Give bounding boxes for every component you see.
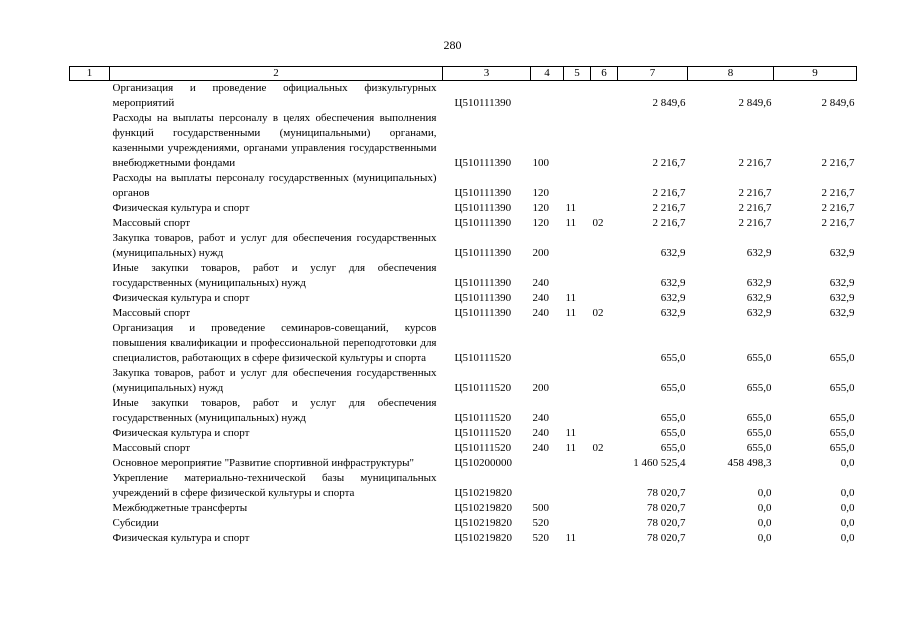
- row-col6: [591, 366, 618, 396]
- row-col6: [591, 171, 618, 201]
- row-col4: 500: [532, 502, 549, 514]
- blank-cell: [70, 441, 110, 456]
- row-value-8: 2 216,7: [738, 202, 772, 214]
- header-cell: 9: [774, 67, 857, 81]
- row-name: Субсидии: [112, 517, 159, 529]
- row-col5: 11: [565, 307, 577, 319]
- row-value-7: 632,9: [660, 247, 686, 259]
- row-col4: [531, 81, 564, 112]
- row-code: Ц510111520: [454, 412, 512, 424]
- row-value-7: 632,9: [660, 292, 686, 304]
- header-cell: 8: [688, 67, 774, 81]
- row-code: Ц510219820: [454, 517, 512, 529]
- row-code: Ц510111390: [454, 217, 512, 229]
- row-name: Основное мероприятие "Развитие спортивной инфраструктуры": [112, 457, 415, 469]
- blank-cell: [70, 231, 110, 261]
- row-value-7: 655,0: [660, 352, 686, 364]
- table-row: [70, 366, 857, 396]
- row-value-8: 2 216,7: [738, 217, 772, 229]
- row-value-7: 632,9: [660, 307, 686, 319]
- row-col4: 520: [532, 532, 549, 544]
- row-value-9: 2 216,7: [821, 157, 855, 169]
- blank-cell: [70, 501, 110, 516]
- header-cell: 1: [70, 67, 110, 81]
- row-col4: [531, 321, 564, 366]
- row-col5: [564, 501, 591, 516]
- row-col5: [564, 456, 591, 471]
- blank-cell: [70, 201, 110, 216]
- row-value-7: 655,0: [660, 427, 686, 439]
- blank-cell: [70, 366, 110, 396]
- row-name: Иные закупки товаров, работ и услуг для обеспечения государственных (муниципальных) нужд: [112, 262, 437, 289]
- row-col6: [591, 261, 618, 291]
- row-col5: 11: [565, 202, 577, 214]
- row-value-7: 632,9: [660, 277, 686, 289]
- row-value-7: 2 849,6: [652, 97, 686, 109]
- row-value-8: 655,0: [746, 382, 772, 394]
- row-name: Организация и проведение семинаров-совещаний, курсов повышения квалификации и профессиональной переподготовки для специалистов, работающих в сфере физической культуры и спорта: [112, 322, 437, 364]
- row-value-8: 0,0: [757, 502, 772, 514]
- row-name: Межбюджетные трансферты: [112, 502, 248, 514]
- row-name: Иные закупки товаров, работ и услуг для обеспечения государственных (муниципальных) нужд: [112, 397, 437, 424]
- row-col4: 240: [532, 427, 549, 439]
- row-col4: 240: [532, 412, 549, 424]
- row-col5: 11: [565, 532, 577, 544]
- row-col6: [591, 501, 618, 516]
- row-col5: [564, 471, 591, 501]
- row-value-7: 78 020,7: [647, 487, 686, 499]
- header-cell: 4: [531, 67, 564, 81]
- row-col4: 200: [532, 382, 549, 394]
- blank-cell: [70, 456, 110, 471]
- blank-cell: [70, 306, 110, 321]
- row-value-8: 632,9: [746, 292, 772, 304]
- row-value-8: 655,0: [746, 427, 772, 439]
- row-code: Ц510111390: [454, 202, 512, 214]
- row-name: Физическая культура и спорт: [112, 292, 250, 304]
- row-col4: 120: [532, 187, 549, 199]
- row-value-7: 655,0: [660, 442, 686, 454]
- row-col6: [591, 396, 618, 426]
- row-col5: [564, 171, 591, 201]
- row-value-8: 458 498,3: [727, 457, 772, 469]
- table-row: [70, 531, 857, 546]
- row-col4: 200: [532, 247, 549, 259]
- row-value-8: 632,9: [746, 307, 772, 319]
- row-col5: [564, 516, 591, 531]
- row-col5: [564, 81, 591, 112]
- row-value-8: 2 216,7: [738, 157, 772, 169]
- row-col4: 520: [532, 517, 549, 529]
- row-col4: 240: [532, 442, 549, 454]
- row-col6: [591, 456, 618, 471]
- row-code: Ц510111520: [454, 442, 512, 454]
- blank-cell: [70, 291, 110, 306]
- row-value-8: 655,0: [746, 352, 772, 364]
- row-value-9: 2 216,7: [821, 187, 855, 199]
- row-code: Ц510111520: [454, 382, 512, 394]
- row-value-9: 0,0: [840, 532, 855, 544]
- row-value-9: 655,0: [829, 352, 855, 364]
- row-col6: [591, 516, 618, 531]
- row-value-7: 655,0: [660, 382, 686, 394]
- row-value-8: 0,0: [757, 487, 772, 499]
- table-header-row: [70, 67, 857, 81]
- row-value-9: 0,0: [840, 502, 855, 514]
- row-name: Физическая культура и спорт: [112, 427, 250, 439]
- row-col4: 240: [532, 307, 549, 319]
- row-col6: 02: [592, 217, 604, 229]
- row-name: Закупка товаров, работ и услуг для обеспечения государственных (муниципальных) нужд: [112, 367, 437, 394]
- row-value-8: 655,0: [746, 412, 772, 424]
- row-col6: [591, 201, 618, 216]
- row-col4: 240: [532, 277, 549, 289]
- row-value-7: 78 020,7: [647, 517, 686, 529]
- row-value-9: 655,0: [829, 442, 855, 454]
- row-col6: [591, 231, 618, 261]
- row-value-9: 0,0: [840, 517, 855, 529]
- row-value-9: 632,9: [829, 247, 855, 259]
- row-value-7: 2 216,7: [652, 217, 686, 229]
- row-col4: 120: [532, 217, 549, 229]
- header-cell: 5: [564, 67, 591, 81]
- row-value-7: 1 460 525,4: [633, 457, 686, 469]
- row-value-9: 0,0: [840, 457, 855, 469]
- table-row: [70, 471, 857, 501]
- header-cell: 2: [110, 67, 443, 81]
- row-value-7: 2 216,7: [652, 202, 686, 214]
- table-row: [70, 261, 857, 291]
- row-value-7: 78 020,7: [647, 532, 686, 544]
- row-value-9: 2 849,6: [821, 97, 855, 109]
- table-row: [70, 501, 857, 516]
- row-value-9: 632,9: [829, 307, 855, 319]
- row-col4: [531, 471, 564, 501]
- row-col4: 240: [532, 292, 549, 304]
- row-code: Ц510111520: [454, 427, 512, 439]
- header-cell: 6: [591, 67, 618, 81]
- blank-cell: [70, 111, 110, 171]
- row-col5: 11: [565, 442, 577, 454]
- row-value-7: 2 216,7: [652, 187, 686, 199]
- row-col6: 02: [592, 442, 604, 454]
- row-col5: 11: [565, 292, 577, 304]
- table-row: [70, 216, 857, 231]
- blank-cell: [70, 216, 110, 231]
- row-value-9: 655,0: [829, 427, 855, 439]
- row-col6: 02: [592, 307, 604, 319]
- row-value-9: 0,0: [840, 487, 855, 499]
- blank-cell: [70, 81, 110, 112]
- row-name: Укрепление материально-технической базы муниципальных учреждений в сфере физической культуры и спорта: [112, 472, 437, 499]
- row-code: Ц510219820: [454, 502, 512, 514]
- table-row: [70, 171, 857, 201]
- row-name: Расходы на выплаты персоналу в целях обеспечения выполнения функций государственными (муниципальными) органами, казенными учреждениями, органами управления государственными внебюджетными фондами: [112, 112, 437, 169]
- row-col6: [591, 81, 618, 112]
- row-value-7: 2 216,7: [652, 157, 686, 169]
- row-value-9: 632,9: [829, 292, 855, 304]
- row-value-7: 655,0: [660, 412, 686, 424]
- blank-cell: [70, 261, 110, 291]
- blank-cell: [70, 396, 110, 426]
- row-col6: [591, 111, 618, 171]
- row-value-8: 0,0: [757, 517, 772, 529]
- row-value-8: 632,9: [746, 247, 772, 259]
- row-col5: [564, 231, 591, 261]
- row-name: Закупка товаров, работ и услуг для обеспечения государственных (муниципальных) нужд: [112, 232, 437, 259]
- row-name: Физическая культура и спорт: [112, 532, 250, 544]
- row-code: Ц510111390: [454, 97, 512, 109]
- row-value-8: 655,0: [746, 442, 772, 454]
- table-row: [70, 81, 857, 112]
- row-code: Ц510111390: [454, 187, 512, 199]
- row-value-8: 0,0: [757, 532, 772, 544]
- row-col4: 100: [532, 157, 549, 169]
- row-value-7: 78 020,7: [647, 502, 686, 514]
- row-col5: [564, 111, 591, 171]
- row-code: Ц510219820: [454, 532, 512, 544]
- row-value-9: 655,0: [829, 382, 855, 394]
- row-value-8: 632,9: [746, 277, 772, 289]
- header-cell: 7: [618, 67, 688, 81]
- table-row: [70, 231, 857, 261]
- row-name: Физическая культура и спорт: [112, 202, 250, 214]
- row-value-9: 2 216,7: [821, 217, 855, 229]
- row-code: Ц510111390: [454, 292, 512, 304]
- row-code: Ц510219820: [454, 487, 512, 499]
- row-col5: 11: [565, 217, 577, 229]
- table-row: [70, 456, 857, 471]
- row-name: Расходы на выплаты персоналу государственных (муниципальных) органов: [112, 172, 437, 199]
- row-name: Массовый спорт: [112, 307, 191, 319]
- row-col5: [564, 321, 591, 366]
- row-col6: [591, 291, 618, 306]
- row-col4: 120: [532, 202, 549, 214]
- table-row: [70, 396, 857, 426]
- budget-table: [69, 66, 857, 546]
- row-value-9: 632,9: [829, 277, 855, 289]
- row-code: Ц510111520: [454, 352, 512, 364]
- row-name: Массовый спорт: [112, 442, 191, 454]
- table-row: [70, 111, 857, 171]
- row-value-9: 2 216,7: [821, 202, 855, 214]
- row-col5: [564, 366, 591, 396]
- row-code: Ц510111390: [454, 277, 512, 289]
- row-col4: [531, 456, 564, 471]
- blank-cell: [70, 321, 110, 366]
- table-row: [70, 306, 857, 321]
- row-value-8: 2 216,7: [738, 187, 772, 199]
- table-row: [70, 441, 857, 456]
- row-name: Организация и проведение официальных физкультурных мероприятий: [112, 82, 437, 109]
- blank-cell: [70, 531, 110, 546]
- header-cell: 3: [443, 67, 531, 81]
- table-row: [70, 291, 857, 306]
- row-col5: 11: [565, 427, 577, 439]
- row-col6: [591, 321, 618, 366]
- row-col5: [564, 261, 591, 291]
- blank-cell: [70, 426, 110, 441]
- table-row: [70, 321, 857, 366]
- row-col6: [591, 426, 618, 441]
- row-col6: [591, 531, 618, 546]
- blank-cell: [70, 471, 110, 501]
- table-row: [70, 426, 857, 441]
- blank-cell: [70, 171, 110, 201]
- row-col5: [564, 396, 591, 426]
- row-code: Ц510111390: [454, 307, 512, 319]
- page-number: 280: [443, 38, 462, 52]
- row-code: Ц510111390: [454, 157, 512, 169]
- row-code: Ц510111390: [454, 247, 512, 259]
- row-value-9: 655,0: [829, 412, 855, 424]
- row-col6: [591, 471, 618, 501]
- table-row: [70, 201, 857, 216]
- table-row: [70, 516, 857, 531]
- row-code: Ц510200000: [454, 457, 512, 469]
- blank-cell: [70, 516, 110, 531]
- row-name: Массовый спорт: [112, 217, 191, 229]
- row-value-8: 2 849,6: [738, 97, 772, 109]
